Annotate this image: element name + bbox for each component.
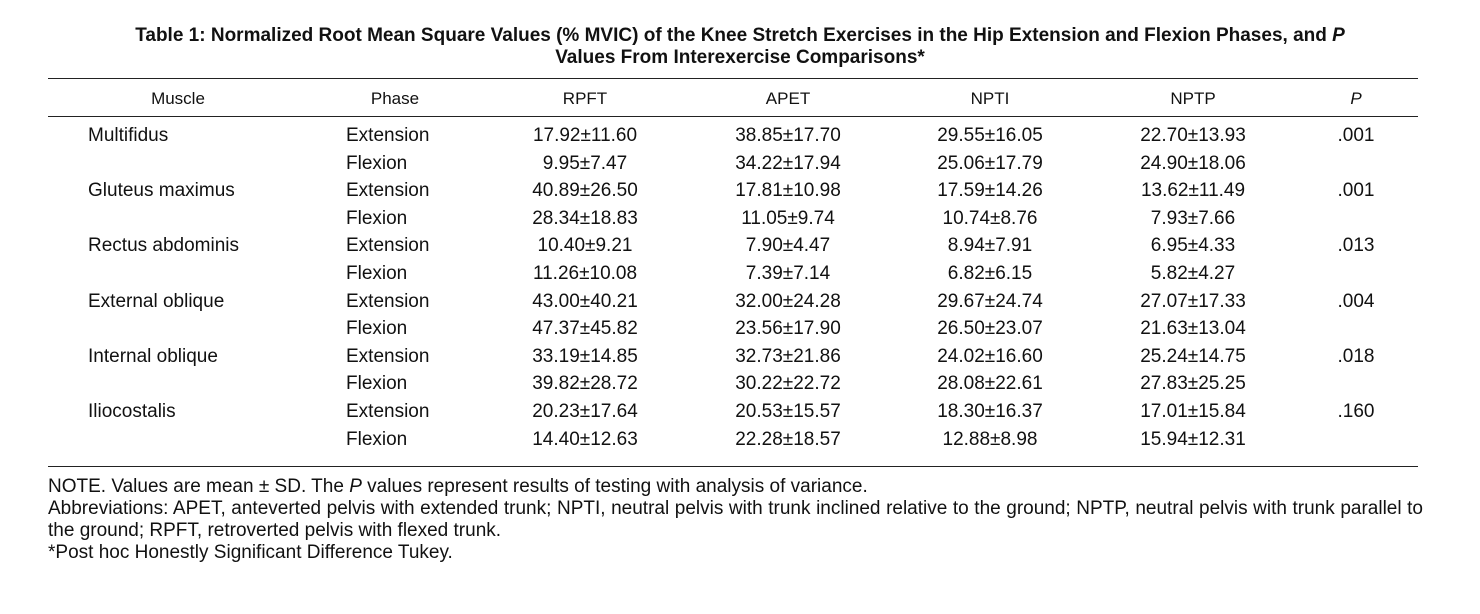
cell-apet: 7.90±4.47 — [745, 235, 831, 257]
cell-rpft: 33.19±14.85 — [532, 345, 638, 367]
cell-apet: 32.00±24.28 — [735, 290, 841, 312]
cell-nptp: 27.83±25.25 — [1140, 373, 1246, 395]
header-apet: APET — [765, 89, 811, 108]
cell-phase: Extension — [346, 290, 430, 312]
cell-rpft: 9.95±7.47 — [542, 152, 628, 174]
cell-nptp: 7.93±7.66 — [1150, 207, 1236, 229]
cell-npti: 26.50±23.07 — [937, 318, 1043, 340]
header-phase: Phase — [370, 89, 420, 108]
cell-nptp: 13.62±11.49 — [1140, 180, 1246, 202]
table-row — [0, 315, 1480, 343]
note-prefix: NOTE. Values are mean ± SD. The — [48, 476, 350, 497]
cell-apet: 23.56±17.90 — [735, 318, 841, 340]
cell-phase: Flexion — [346, 262, 408, 284]
caption-text: Table 1: Normalized Root Mean Square Values (% MVIC) of the Knee Stretch Exercises in the Hip Extension and Flexion Phases, and — [135, 25, 1333, 46]
table-row — [0, 232, 1480, 260]
cell-p-value: .001 — [1337, 180, 1375, 202]
table-row — [0, 370, 1480, 398]
table-row — [0, 288, 1480, 316]
cell-phase: Flexion — [346, 152, 408, 174]
cell-muscle: External oblique — [88, 290, 225, 312]
cell-rpft: 14.40±12.63 — [532, 428, 638, 450]
cell-phase: Extension — [346, 180, 430, 202]
cell-npti: 29.67±24.74 — [937, 290, 1043, 312]
note-footnote: *Post hoc Honestly Significant Difference Tukey. — [48, 542, 453, 563]
cell-nptp: 15.94±12.31 — [1140, 428, 1246, 450]
caption-text-line2: Values From Interexercise Comparisons* — [555, 47, 925, 68]
cell-p-value: .001 — [1337, 125, 1375, 146]
cell-muscle: Rectus abdominis — [88, 235, 240, 257]
table-row — [0, 398, 1480, 426]
cell-p-value: .160 — [1337, 400, 1375, 422]
cell-npti: 12.88±8.98 — [942, 428, 1038, 450]
table-notes — [48, 476, 1423, 564]
cell-npti: 29.55±16.05 — [937, 125, 1043, 146]
table-row — [0, 150, 1480, 178]
caption-p-symbol: P — [1332, 25, 1345, 46]
cell-apet: 34.22±17.94 — [735, 152, 841, 174]
bottom-rule — [48, 466, 1418, 467]
cell-nptp: 22.70±13.93 — [1140, 125, 1246, 146]
cell-phase: Extension — [346, 235, 430, 257]
note-values — [48, 476, 1423, 498]
cell-npti: 6.82±6.15 — [947, 262, 1033, 284]
cell-rpft: 47.37±45.82 — [532, 318, 638, 340]
table-caption — [40, 25, 1440, 69]
cell-rpft: 40.89±26.50 — [532, 180, 638, 202]
header-nptp: NPTP — [1170, 89, 1216, 108]
cell-npti: 24.02±16.60 — [937, 345, 1043, 367]
table-row — [0, 205, 1480, 233]
cell-npti: 17.59±14.26 — [937, 180, 1043, 202]
cell-apet: 20.53±15.57 — [735, 400, 841, 422]
cell-npti: 18.30±16.37 — [937, 400, 1043, 422]
top-rule — [48, 78, 1418, 79]
note-suffix: values represent results of testing with analysis of variance. — [361, 476, 868, 497]
header-npti: NPTI — [970, 89, 1010, 108]
cell-rpft: 10.40±9.21 — [537, 235, 633, 257]
header-rule — [48, 116, 1418, 117]
cell-npti: 10.74±8.76 — [942, 207, 1038, 229]
cell-nptp: 17.01±15.84 — [1140, 400, 1246, 422]
header-muscle: Muscle — [151, 89, 205, 108]
cell-apet: 22.28±18.57 — [735, 428, 841, 450]
cell-apet: 17.81±10.98 — [735, 180, 841, 202]
cell-nptp: 24.90±18.06 — [1140, 152, 1246, 174]
cell-p-value: .013 — [1337, 235, 1375, 257]
table-row — [0, 260, 1480, 288]
table-body — [0, 122, 1480, 453]
cell-rpft: 43.00±40.21 — [532, 290, 638, 312]
cell-phase: Extension — [346, 345, 430, 367]
cell-npti: 8.94±7.91 — [947, 235, 1033, 257]
cell-rpft: 39.82±28.72 — [532, 373, 638, 395]
cell-apet: 32.73±21.86 — [735, 345, 841, 367]
table-row — [0, 122, 1480, 150]
cell-npti: 28.08±22.61 — [937, 373, 1043, 395]
cell-apet: 30.22±22.72 — [735, 373, 841, 395]
cell-phase: Flexion — [346, 207, 408, 229]
cell-rpft: 11.26±10.08 — [532, 262, 638, 284]
cell-apet: 11.05±9.74 — [741, 207, 835, 229]
table-row — [0, 426, 1480, 454]
cell-muscle: Iliocostalis — [88, 400, 176, 422]
table-row — [0, 177, 1480, 205]
cell-rpft: 17.92±11.60 — [532, 125, 638, 146]
cell-nptp: 27.07±17.33 — [1140, 290, 1246, 312]
cell-nptp: 21.63±13.04 — [1140, 318, 1246, 340]
cell-rpft: 20.23±17.64 — [532, 400, 638, 422]
cell-phase: Extension — [346, 125, 430, 146]
header-rpft: RPFT — [562, 89, 608, 108]
cell-nptp: 25.24±14.75 — [1140, 345, 1246, 367]
cell-nptp: 6.95±4.33 — [1150, 235, 1236, 257]
cell-phase: Extension — [346, 400, 430, 422]
header-p: P — [1350, 89, 1362, 108]
cell-phase: Flexion — [346, 373, 408, 395]
note-p-symbol: P — [349, 476, 362, 497]
cell-apet: 38.85±17.70 — [735, 125, 841, 146]
cell-p-value: .004 — [1337, 290, 1375, 312]
cell-p-value: .018 — [1337, 345, 1375, 367]
table-row — [0, 343, 1480, 371]
cell-nptp: 5.82±4.27 — [1150, 262, 1236, 284]
cell-rpft: 28.34±18.83 — [532, 207, 638, 229]
note-abbreviations: Abbreviations: APET, anteverted pelvis with extended trunk; NPTI, neutral pelvis with trunk inclined relative to the ground; NPTP, neutral pelvis with trunk parallel to the ground; RPFT, retroverted pelvis with flexed trunk. — [48, 498, 1423, 541]
cell-muscle: Multifidus — [88, 125, 169, 146]
cell-npti: 25.06±17.79 — [937, 152, 1043, 174]
cell-phase: Flexion — [346, 428, 408, 450]
cell-muscle: Internal oblique — [88, 345, 218, 367]
cell-phase: Flexion — [346, 318, 408, 340]
cell-apet: 7.39±7.14 — [745, 262, 831, 284]
cell-muscle: Gluteus maximus — [88, 180, 235, 202]
